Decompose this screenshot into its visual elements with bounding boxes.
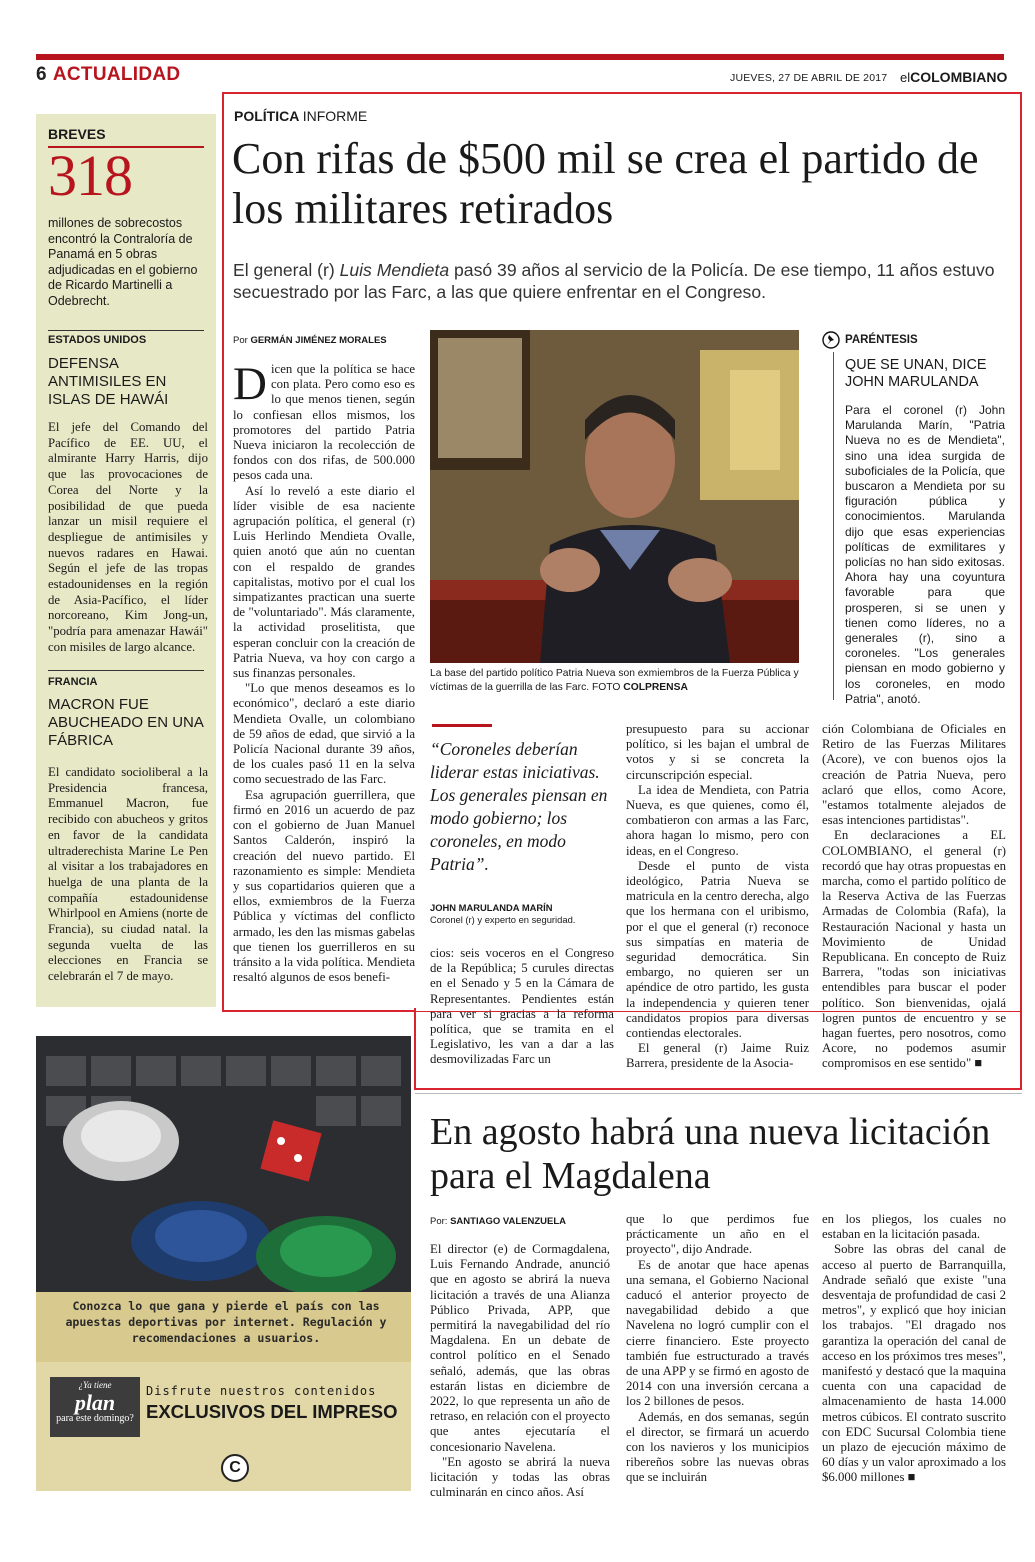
sidebar-item-headline: MACRON FUE ABUCHEADO EN UNA FÁBRICA	[48, 696, 204, 749]
paragraph: Es de anotar que hace apenas una semana, el Gobierno Nacional caducó el anterior proyecto de navegabilidad debido a que Navelena no logró cumplir con el cierre financiero. Este proyecto también fue estructurado a través de una APP y se firmó en agosto de 2014 con una inversión cercana a los 2 billones de pesos.	[626, 1257, 809, 1409]
sidebar-rule	[48, 330, 204, 331]
article2-column-3	[822, 1212, 1006, 1486]
parentesis-body: Para el coronel (r) John Marulanda Marín, "Patria Nueva no es de Mendieta", sino una idea surgida de suboficiales de la Policía, que buscaron a Mendieta por su figuración pública y conocimientos. Marulanda dijo que esas experiencias políticas de exmilitares y policías no han sido exitosas. Ahora hay una coyuntura favorable para que prosperen, si se unen y tienen como líderes, no a generales (r), sino a coroneles. "Los generales piensan en modo gobierno y los coroneles, en modo Patria", anotó.	[845, 403, 1005, 706]
article2-column-1	[430, 1242, 610, 1500]
paragraph: presupuesto para su accionar político, si les bajan el umbral de votos y si se concreta la circunscripción especial.	[626, 722, 809, 782]
article-photo	[430, 330, 799, 663]
article-deck	[233, 259, 1013, 303]
paragraph: que lo que perdimos fue prácticamente un año en el proyecto", dijo Andrade.	[626, 1212, 809, 1257]
pullquote-name: JOHN MARULANDA MARÍN	[430, 902, 553, 913]
parentesis-headline: QUE SE UNAN, DICE JOHN MARULANDA	[845, 357, 987, 390]
article2-byline	[430, 1216, 566, 1227]
pullquote-rule	[432, 724, 492, 727]
sidebar-item-label: FRANCIA	[48, 676, 98, 688]
pullquote-source	[430, 902, 575, 926]
paragraph: El director (e) de Cormagdalena, Luis Fernando Andrade, anunció que en agosto se abrirá la nueva licitación a través de una Alianza Público Privada, APP, que permitirá la navegabilidad del río Magdalena. En un debate de control político en el Senado señaló, además, que las obras estarán listas en diciembre de 2022, lo que representa un año de retraso, en relación con el proyecto que antes ejecutaría el concesionario Navelena.	[430, 1242, 610, 1454]
brand-prefix: el	[900, 70, 911, 85]
sidebar-item-headline: DEFENSA ANTIMISILES EN ISLAS DE HAWÁI	[48, 355, 169, 408]
kicker-section: POLÍTICA	[234, 108, 299, 124]
paragraph: cios: seis voceros en el Congreso de la República; 5 curules directas en el Senado y 5 en la Cámara de Representantes. Pendientes están para ver si gracias a la reforma política, que se tramita en el Legislativo, les van a dar a las desmovilizadas Farc un	[430, 946, 614, 1067]
paragraph: En declaraciones a EL COLOMBIANO, el general (r) recordó que hay otras propuestas en marcha, como el partido político de la Reserva Activa de las Fuerzas Armadas de Colombia (Rafa), la Restauración Nacional y hasta un Movimiento de Unidad Republicana. En concepto de Ruiz Barrera, "todas son iniciativas entendibles para buscar el poder político. Son bienvenidas, ojalá logren puntos de encuentro y se hagan fuertes, pero nosotros, como Acore, no podemos asumir compromisos en ese sentido" ■	[822, 828, 1006, 1071]
parentesis-label: PARÉNTESIS	[845, 334, 918, 346]
article-column-2	[430, 946, 614, 1068]
drop-cap: D	[233, 358, 267, 410]
byline-prefix: Por:	[430, 1216, 448, 1227]
caption-text: La base del partido político Patria Nueva son exmiembros de la Fuerza Pública y víctimas de la guerrilla de las Farc.	[430, 668, 799, 693]
sidebar-rule	[48, 670, 204, 671]
paragraph: ción Colombiana de Oficiales en Retiro de las Fuerzas Militares (Acore), ve con buenos ojos la creación de Patria Nueva, pero aclaró que ellos, como Acore, "estamos totalmente alejados de esas intenciones partidistas".	[822, 722, 1006, 828]
paragraph: La idea de Mendieta, con Patria Nueva, es que quienes, como él, combatieron con armas a las Farc, ahora hagan lo mismo, pero con ideas, en el Congreso.	[626, 782, 809, 858]
pullquote: “Coroneles deberían liderar estas iniciativas. Los generales piensan en modo gobierno; los coroneles, en modo Patria”.	[430, 739, 608, 874]
breves-big-number: 318	[48, 143, 132, 208]
deck-part: El general (r)	[233, 260, 340, 280]
casino-chips-illustration	[36, 1036, 411, 1292]
paragraph: "Lo que menos deseamos es lo económico", declaró a este diario Mendieta Ovalle, un colombiano de 59 años de edad, que sirvió a la Policía Nacional durante 39 años, de los cuales pasó 11 en la selva como secuestrado de las Farc.	[233, 681, 415, 787]
breves-label: BREVES	[48, 126, 106, 142]
caption-credit-label: FOTO	[591, 681, 621, 693]
brand-logo-icon: C	[221, 1454, 249, 1482]
kicker-type: INFORME	[302, 108, 368, 124]
article2-column-2	[626, 1212, 809, 1486]
paragraph: en los pliegos, los cuales no estaban en la licitación pasada.	[822, 1212, 1006, 1242]
paragraph: Desde el punto de vista ideológico, Patria Nueva se matricula en la centro derecha, algo que los hermana con el uribismo, por el que el general (r) reconoce sus simpatías en materia de seguridad democrática. Sin embargo, no quieren ser un apéndice de otro partido, les gusta la independencia y quieren tener candidatos propios para diversas contiendas electorales.	[626, 858, 809, 1041]
byline-name: GERMÁN JIMÉNEZ MORALES	[250, 335, 387, 346]
article-column-3	[626, 722, 809, 1072]
article-column-4	[822, 722, 1006, 1072]
ad-disfrute: Disfrute nuestros contenidos	[146, 1384, 377, 1398]
article-kicker	[234, 108, 367, 124]
paragraph: Esa agrupación guerrillera, que firmó en 2016 un acuerdo de paz con el gobierno de Juan Manuel Santos Calderón, inspiró la creación del nuevo partido. El razonamiento es simple: Mendieta y sus copartidarios quieren que a ellos, exmiembros de la Fuerza Pública y víctimas del conflicto armado, les den las mismas gabelas que tienen los guerrilleros en su tránsito a la vida política. Mendieta resaltó algunos de esos benefi-	[233, 787, 415, 985]
paragraph: Sobre las obras del canal de acceso al puerto de Barranquilla, Andrade señaló que existe "una desventaja de profundidad de casi 2 metros", y explicó que hoy inician los trabajos. "El dragado nos garantiza la operación del canal de acceso en los próximos tres meses", manifestó y destacó que la maquina cuenta con una capacidad de almacenamiento de hasta 14.000 metros cúbicos. El contrato suscrito con EDC Sucursal Colombia tiene un plazo de ejecución máximo de 60 días y un valor aproximado a los $6.000 millones ■	[822, 1242, 1006, 1485]
paragraph: El general (r) Jaime Ruiz Barrera, presidente de la Asocia-	[626, 1041, 809, 1071]
caption-credit: COLPRENSA	[623, 681, 688, 693]
header-rule	[36, 54, 1004, 60]
article2-headline: En agosto habrá una nueva licitación para el Magdalena	[430, 1111, 991, 1197]
brand-name: COLOMBIANO	[910, 69, 1008, 85]
sidebar-item-body: El candidato socioliberal a la Presidencia francesa, Emmanuel Macron, fue recibido con abucheos y gritos en favor de la candidata ultraderechista Marine Le Pen al visitar a los trabajadores en huelga de una planta de la compañía estadounidense Whirlpool en Amiens (norte de Francia), su ciudad natal. la segunda vuelta de las elecciones en Francia se celebrarán el 7 de mayo.	[48, 765, 208, 984]
sidebar-item-body: El jefe del Comando del Pacífico de EE. UU, el almirante Harry Harris, dijo que las provocaciones de Corea del Norte y la posibilidad de que pueda lanzar un misil requiere el despliegue de antimisiles y nuevos radares en Hawai. Según el jefe de las tropas estadounidenses en la región de Asia-Pacífico, el líder norcoreano, Kim Jong-un, "podría para amenazar Hawái" con misiles de largo alcance.	[48, 420, 208, 654]
dateline: JUEVES, 27 DE ABRIL DE 2017	[730, 72, 888, 84]
section-header	[36, 64, 180, 86]
sidebar-item-label: ESTADOS UNIDOS	[48, 334, 147, 346]
plan-rest: para este domingo?	[56, 1413, 134, 1424]
brand-logo	[900, 69, 1007, 85]
paragraph: "En agosto se abrirá la nueva licitación y todas las obras culminarán en cinco años. Así	[430, 1454, 610, 1500]
parentesis-rule	[833, 352, 834, 700]
ad-headline: Conozca lo que gana y pierde el país con las apuestas deportivas por internet. Regulación y recomendaciones a usuarios.	[65, 1299, 387, 1345]
paragraph: icen que la política se hace con plata. Pero como eso es lo que menos tienen, según lo confiesan ellos mismos, los promotores del partido Patria Nueva iniciaron la recolección de fondos con dos rifas, de 500.000 pesos cada una.	[233, 362, 415, 483]
paragraph: Así lo reveló a este diario el líder visible de esa naciente agrupación política, el general (r) Luis Herlindo Mendieta Ovalle, quien anotó que aún no cuentan con el respaldo de grandes capitalistas, motivo por el cual los simpatizantes practican una suerte de "voluntariado". Más claramente, la actividad proselitista, que esperan concluir con la creación de Patria Nueva, va hoy con cargo a sus finanzas personales.	[233, 483, 415, 681]
byline-name: SANTIAGO VALENZUELA	[450, 1216, 567, 1227]
pullquote-role: Coronel (r) y experto en seguridad.	[430, 914, 576, 925]
article-column-1	[233, 358, 415, 985]
deck-name: Luis Mendieta	[339, 260, 450, 280]
article-headline: Con rifas de $500 mil se crea el partido de los militares retirados	[232, 134, 979, 233]
ad-exclusivos: EXCLUSIVOS DEL IMPRESO	[146, 1401, 398, 1422]
plan-badge	[50, 1377, 140, 1437]
plan-question: ¿Ya tiene	[78, 1380, 112, 1390]
paragraph: Además, en dos semanas, según el director, se firmará un acuerdo con los navieros y los municipios ribereños sobre las nuevas obras que se incluirán	[626, 1409, 809, 1485]
divider	[415, 1093, 1022, 1094]
pin-icon	[822, 331, 840, 349]
section-name: ACTUALIDAD	[52, 64, 181, 85]
breves-number-text: millones de sobrecostos encontró la Contraloría de Panamá en 5 obras adjudicadas en el gobierno de Ricardo Martinelli a Odebrecht.	[48, 216, 198, 308]
article-byline	[233, 335, 387, 346]
byline-prefix: Por	[233, 335, 248, 346]
deck-part: pasó 39 años al servicio de la Policía. De ese tiempo, 11 años estuvo secuestrado por las Farc, a las que quiere enfrentar en el Congreso.	[233, 260, 995, 302]
page-number: 6	[36, 64, 47, 85]
photo-caption	[430, 667, 802, 694]
plan-word: plan	[74, 1390, 116, 1415]
photo-illustration	[430, 330, 799, 663]
